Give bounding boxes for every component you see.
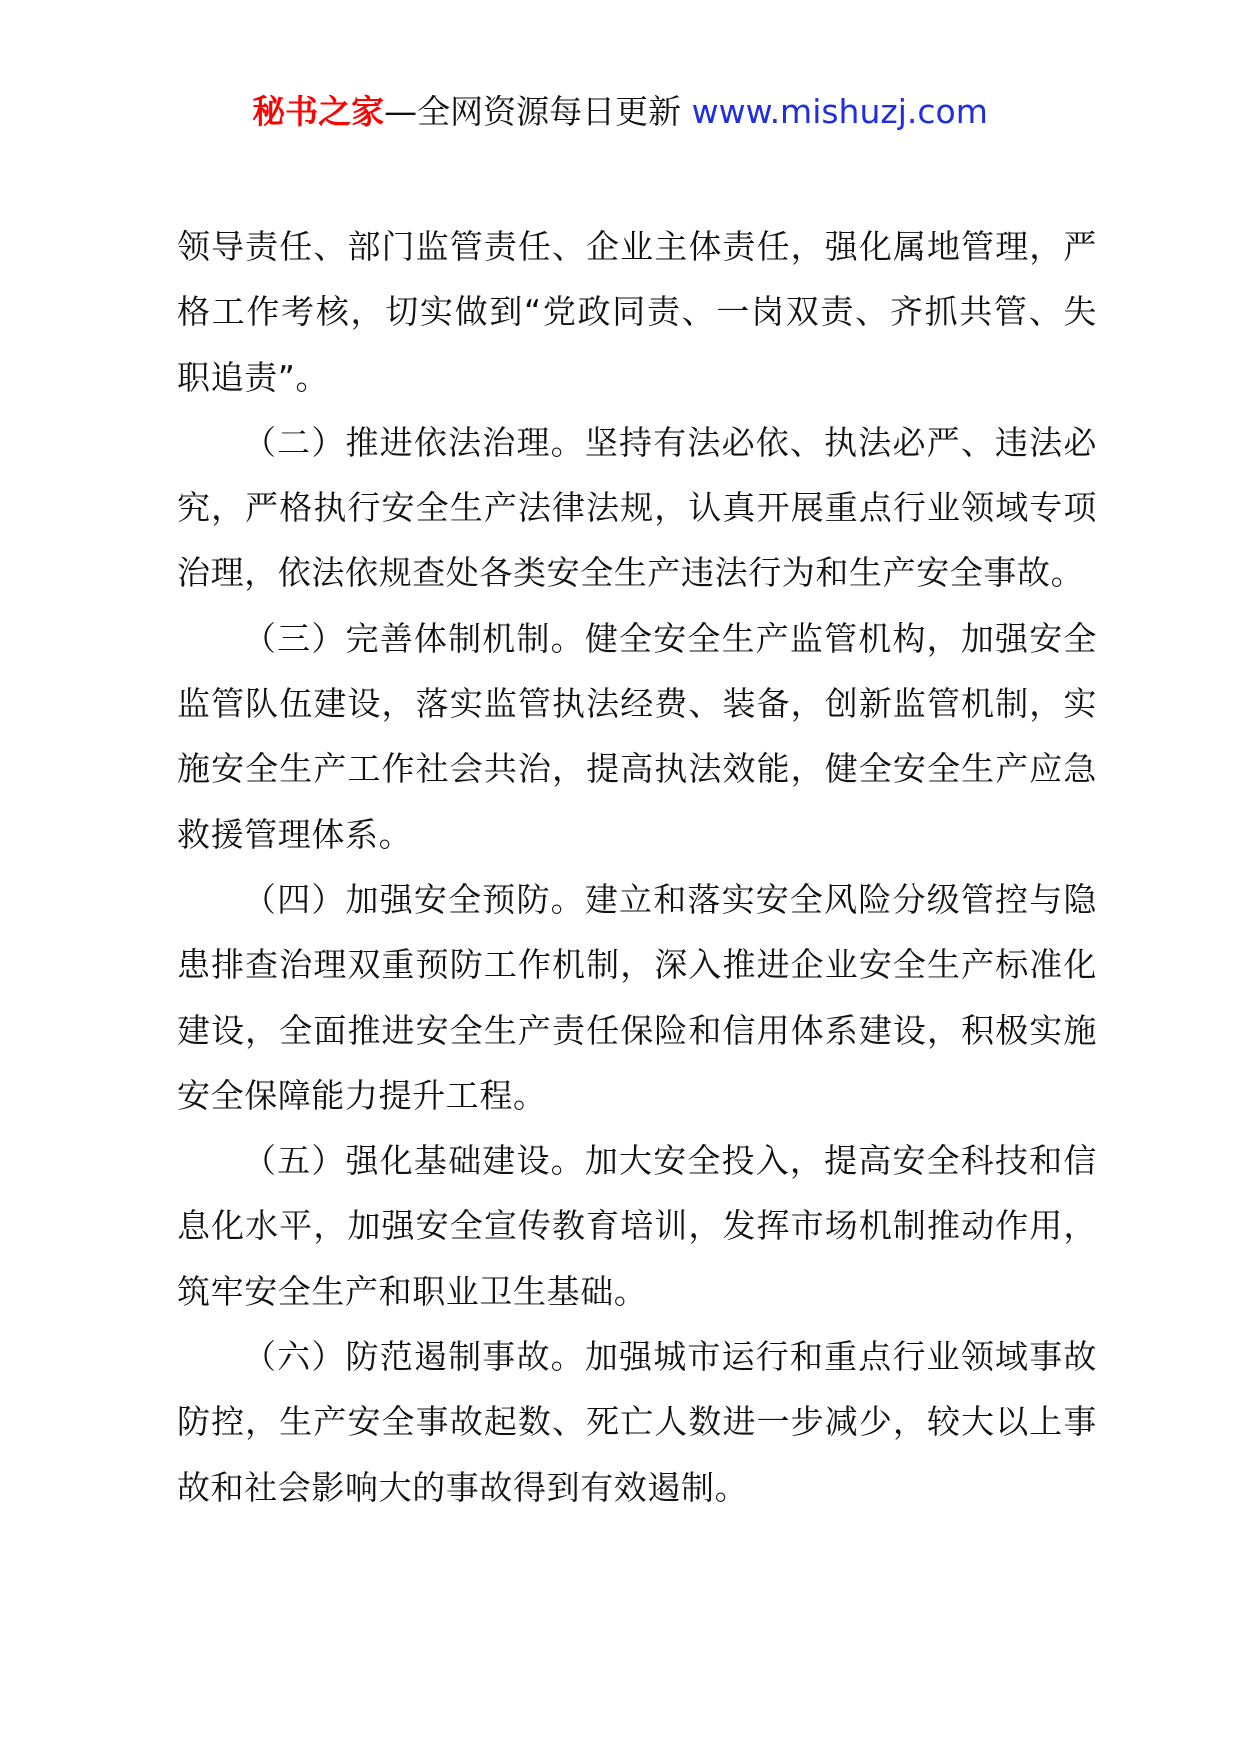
document-body <box>177 214 1097 1520</box>
header-url-link[interactable]: www.mishuzj.com <box>691 92 988 131</box>
header-brand: 秘书之家 <box>252 92 385 131</box>
paragraph-infrastructure: （五）强化基础建设。加大安全投入，提高安全科技和信息化水平，加强安全宣传教育培训，发挥市场机制推动作用，筑牢安全生产和职业卫生基础。 <box>177 1141 1097 1311</box>
paragraph-legal-governance: （二）推进依法治理。坚持有法必依、执法必严、违法必究，严格执行安全生产法律法规，认真开展重点行业领域专项治理，依法依规查处各类安全生产违法行为和生产安全事故。 <box>177 422 1097 593</box>
page-header <box>0 92 1240 132</box>
paragraph-accident-prevention: （六）防范遏制事故。加强城市运行和重点行业领域事故防控，生产安全事故起数、死亡人数进一步减少，较大以上事故和社会影响大的事故得到有效遏制。 <box>177 1337 1097 1507</box>
paragraph-institutional-mechanism: （三）完善体制机制。健全安全生产监管机构，加强安全监管队伍建设，落实监管执法经费、装备，创新监管机制，实施安全生产工作社会共治，提高执法效能，健全安全生产应急救援管理体系。 <box>177 618 1097 854</box>
paragraph-safety-prevention: （四）加强安全预防。建立和落实安全风险分级管控与隐患排查治理双重预防工作机制，深入推进企业安全生产标准化建设，全面推进安全生产责任保险和信用体系建设，积极实施安全保障能力提升工程。 <box>177 879 1097 1115</box>
header-tagline: —全网资源每日更新 <box>384 92 692 131</box>
paragraph-continued: 领导责任、部门监管责任、企业主体责任，强化属地管理，严格工作考核，切实做到“党政同责、一岗双责、齐抓共管、失职追责”。 <box>177 227 1097 397</box>
